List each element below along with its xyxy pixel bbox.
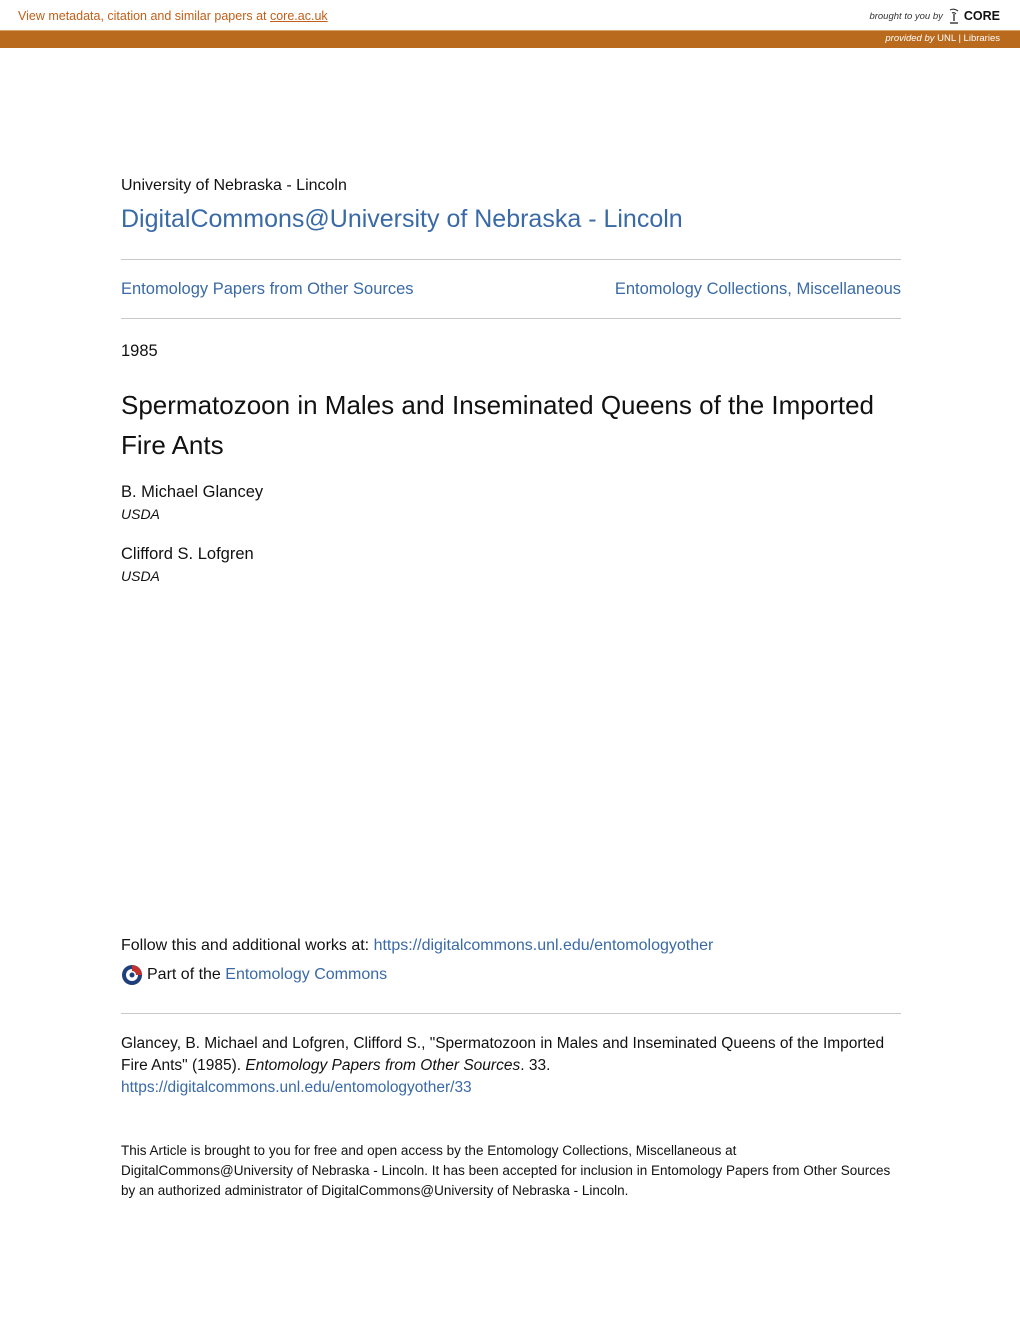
citation-number: . 33. — [520, 1057, 551, 1074]
access-statement: This Article is brought to you for free and open access by the Entomology Collections, Miscellaneous at DigitalCommons@University of Nebraska - Lincoln. It has been accepted for inclusion in Entomology Papers from Other Sources by an authorized administrator of DigitalCommons@University of Nebraska - Lincoln. — [121, 1143, 891, 1198]
provider-link[interactable]: UNL | Libraries — [937, 33, 1000, 44]
divider-top — [121, 259, 901, 260]
repository-link[interactable]: DigitalCommons@University of Nebraska - Lincoln — [121, 205, 683, 233]
recommended-citation — [121, 1033, 901, 1099]
publication-year: 1985 — [121, 342, 158, 360]
institution-name: University of Nebraska - Lincoln — [121, 177, 347, 194]
divider-series — [121, 318, 901, 319]
follow-line — [121, 937, 713, 955]
core-metadata-text — [18, 9, 328, 23]
network-commons-icon — [121, 964, 143, 986]
divider-citation — [121, 1013, 901, 1014]
series-link-left[interactable]: Entomology Papers from Other Sources — [121, 280, 414, 298]
provided-by-label: provided by — [885, 33, 935, 44]
part-of-line — [121, 964, 387, 986]
core-logo-icon — [947, 8, 961, 24]
citation-url-link[interactable]: https://digitalcommons.unl.edu/entomologyother/33 — [121, 1079, 472, 1096]
author-affiliation: USDA — [121, 568, 160, 584]
entomology-commons-link[interactable]: Entomology Commons — [225, 966, 388, 983]
core-label: CORE — [963, 9, 1000, 23]
citation-text: Glancey, B. Michael and Lofgren, Clifford S., "Spermatozoon in Males and Inseminated Queens of the Imported Fire Ants" (1985). — [121, 1035, 885, 1074]
follow-url-link[interactable]: https://digitalcommons.unl.edu/entomologyother — [373, 937, 714, 954]
core-link[interactable]: core.ac.uk — [269, 9, 328, 23]
core-brand[interactable] — [869, 7, 1000, 25]
author-name: B. Michael Glancey — [121, 483, 264, 501]
author-affiliation: USDA — [121, 506, 160, 522]
series-link-right[interactable]: Entomology Collections, Miscellaneous — [614, 280, 901, 298]
brought-by-label: brought to you by — [869, 10, 943, 22]
core-banner-strip — [0, 30, 1020, 48]
core-metadata-prefix: View metadata, citation and similar papers at — [18, 9, 270, 23]
part-of-prefix: Part of the — [147, 966, 226, 983]
citation-journal: Entomology Papers from Other Sources — [245, 1057, 521, 1074]
follow-prefix: Follow this and additional works at: — [121, 937, 374, 954]
author-name: Clifford S. Lofgren — [121, 545, 254, 563]
article-title: Spermatozoon in Males and Inseminated Queens of the Imported Fire Ants — [121, 390, 874, 460]
core-provided-by — [885, 33, 1000, 44]
core-banner — [0, 0, 1020, 47]
